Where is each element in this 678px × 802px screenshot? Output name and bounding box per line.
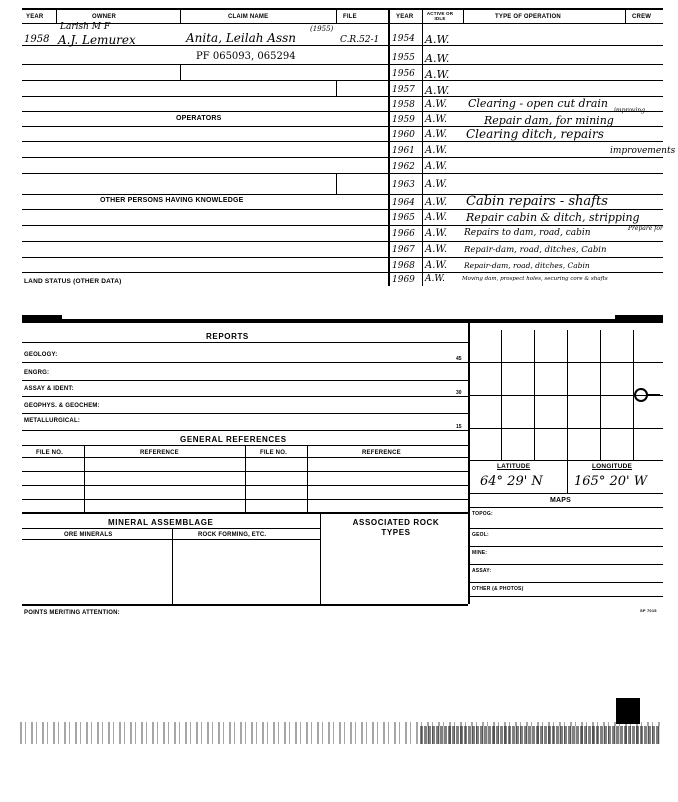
rule-others — [22, 194, 388, 195]
grid-h-1 — [468, 362, 663, 363]
act-op-5: Clearing - open cut drain — [468, 97, 608, 110]
act-op-15: Repair-dam, road, ditches, Cabin — [464, 261, 590, 270]
act-rule-13 — [388, 241, 663, 242]
report-rule-2 — [22, 380, 468, 381]
land-status-label: LAND STATUS (OTHER DATA) — [24, 278, 122, 285]
maps-rule-5 — [468, 596, 663, 597]
report-rule-3 — [22, 396, 468, 397]
act-op-7: Clearing ditch, repairs — [466, 127, 604, 141]
act-year-10: 1963 — [392, 180, 415, 190]
claim-name: Anita, Leilah Assn — [186, 31, 296, 45]
act-year-8: 1961 — [392, 146, 415, 156]
act-year-15: 1968 — [392, 261, 415, 271]
rule-row-5 — [22, 126, 388, 127]
report-geology-num: 45 — [456, 356, 462, 362]
gr-col-rule-3 — [307, 445, 308, 512]
ore-minerals-label: ORE MINERALS — [64, 532, 113, 538]
report-rule-4 — [22, 413, 468, 414]
col-rule-status — [463, 8, 464, 24]
act-rule-8 — [388, 157, 663, 158]
claim-name-year: (1955) — [310, 25, 334, 33]
act-status-8: A.W. — [425, 145, 448, 156]
latlong-top-rule — [468, 460, 663, 461]
gr-col-rule-2 — [245, 445, 246, 512]
act-status-6: A.W. — [425, 114, 448, 125]
act-year-14: 1967 — [392, 245, 415, 255]
act-op-14: Repair-dam, road, ditches, Cabin — [464, 245, 607, 255]
act-op-8: improvements — [610, 146, 676, 156]
header-top-rule — [22, 8, 663, 10]
operators-label: OPERATORS — [176, 115, 222, 122]
act-status-3: A.W. — [425, 68, 450, 81]
act-year-11: 1964 — [392, 198, 415, 208]
rule-land-status — [22, 272, 388, 273]
maps-other: OTHER (& PHOTOS) — [472, 586, 524, 592]
rock-forming-label: ROCK FORMING, ETC. — [198, 532, 267, 538]
claim-owner: A.J. Lemurex — [58, 33, 136, 47]
act-rule-11 — [388, 209, 663, 210]
act-year-7: 1960 — [392, 130, 415, 140]
mineral-title: MINERAL ASSEMBLAGE — [108, 518, 214, 527]
col-rule-activity — [388, 8, 390, 286]
right-panel-rule — [468, 323, 470, 604]
act-rule-12 — [388, 225, 663, 226]
owner-note: Larish M F — [60, 22, 111, 32]
mineral-assoc-rule — [320, 512, 321, 604]
act-status-14: A.W. — [425, 244, 448, 255]
reports-header-rule — [22, 342, 468, 343]
act-status-1: A.W. — [425, 33, 450, 46]
col-rule-year2 — [422, 8, 423, 286]
act-year-13: 1966 — [392, 229, 415, 239]
act-op-11: Cabin repairs - shafts — [466, 194, 608, 209]
maps-mine: MINE: — [472, 550, 488, 556]
grid-h-3 — [468, 428, 663, 429]
act-year-5: 1958 — [392, 100, 415, 110]
header-owner: OWNER — [92, 14, 116, 20]
maps-rule-2 — [468, 546, 663, 547]
gr-bottom-rule — [22, 512, 468, 514]
act-note-13: Prepare for — [628, 225, 663, 232]
act-year-12: 1965 — [392, 213, 415, 223]
header-year: YEAR — [26, 14, 44, 20]
longitude-label: LONGITUDE — [592, 463, 633, 470]
claim-file: C.R.52-1 — [340, 35, 380, 45]
col-rule-small-2 — [336, 80, 337, 96]
latitude-label: LATITUDE — [497, 463, 531, 470]
act-rule-15 — [388, 272, 663, 273]
act-rule-9 — [388, 173, 663, 174]
form-id: SP 7015 — [640, 608, 657, 613]
act-status-9: A.W. — [425, 161, 448, 172]
reports-top-bar — [22, 319, 663, 323]
rule-row-12 — [22, 257, 388, 258]
act-status-7: A.W. — [425, 129, 448, 140]
report-engrg: ENGRG: — [24, 370, 50, 376]
rule-row-7 — [22, 157, 388, 158]
rule-row-6 — [22, 141, 388, 142]
latlong-divider — [567, 460, 568, 493]
report-rule-5 — [22, 430, 468, 431]
col-rule-small-3 — [336, 173, 337, 194]
act-status-15: A.W. — [425, 260, 448, 271]
gr-col-file-1: FILE NO. — [36, 450, 63, 456]
gr-col-ref-1: REFERENCE — [140, 450, 179, 456]
gr-col-ref-2: REFERENCE — [362, 450, 401, 456]
header-type-of-operation: TYPE OF OPERATION — [495, 14, 561, 20]
header-active-or-idle: ACTIVE OR IDLE — [426, 11, 454, 21]
general-references-title: GENERAL REFERENCES — [180, 435, 287, 444]
rule-row-4 — [22, 96, 388, 97]
other-persons-label: OTHER PERSONS HAVING KNOWLEDGE — [100, 197, 244, 204]
scan-dark-block — [616, 698, 640, 724]
act-status-16: A.W. — [425, 274, 445, 284]
rule-row-10 — [22, 225, 388, 226]
act-status-10: A.W. — [425, 179, 448, 190]
maps-assay: ASSAY: — [472, 568, 492, 574]
maps-rule-3 — [468, 564, 663, 565]
act-year-9: 1962 — [392, 162, 415, 172]
col-rule-crew — [625, 8, 626, 24]
maps-header-rule — [468, 507, 663, 508]
maps-geol: GEOL: — [472, 532, 489, 538]
rule-row-11 — [22, 241, 388, 242]
act-status-12: A.W. — [425, 212, 448, 223]
act-note-6: improving — [614, 107, 645, 114]
rule-row-9 — [22, 209, 388, 210]
maps-title: MAPS — [550, 497, 572, 504]
scan-noise-band-2 — [420, 726, 660, 744]
points-meriting-attention: POINTS MERITING ATTENTION: — [24, 610, 120, 616]
reports-top-bar-shadow-right — [615, 315, 663, 319]
rule-row-8 — [22, 173, 388, 174]
report-assay-num: 30 — [456, 390, 462, 396]
latitude-value: 64° 29' N — [480, 474, 543, 489]
header-file: FILE — [343, 14, 357, 20]
header-bottom-rule — [22, 23, 663, 24]
claim-year: 1958 — [24, 34, 50, 45]
act-year-2: 1955 — [392, 53, 415, 63]
act-op-13: Repairs to dam, road, cabin — [464, 228, 591, 238]
mineral-col-rule — [172, 528, 173, 604]
rule-row-3 — [22, 80, 388, 81]
report-assay: ASSAY & IDENT: — [24, 386, 74, 392]
act-status-4: A.W. — [425, 84, 450, 97]
report-geophys: GEOPHYS. & GEOCHEM: — [24, 403, 100, 409]
act-op-16: Moving dam, prospect holes, securing core & shafts — [462, 276, 608, 282]
header-claim-name: CLAIM NAME — [228, 14, 269, 20]
act-year-3: 1956 — [392, 69, 415, 79]
reports-top-bar-shadow — [22, 315, 62, 319]
maps-rule-4 — [468, 582, 663, 583]
act-op-6: Repair dam, for mining — [484, 114, 614, 127]
header-year-2: YEAR — [396, 14, 414, 20]
reports-title: REPORTS — [206, 332, 249, 341]
claim-pf-numbers: PF 065093, 065294 — [196, 51, 296, 62]
longitude-value: 165° 20' W — [574, 474, 648, 489]
act-status-2: A.W. — [425, 52, 450, 65]
gr-col-rule-1 — [84, 445, 85, 512]
report-geology: GEOLOGY: — [24, 352, 58, 358]
col-rule-claim — [336, 8, 337, 24]
act-rule-7 — [388, 141, 663, 142]
col-rule-owner — [180, 8, 181, 24]
act-op-12: Repair cabin & ditch, stripping — [466, 211, 640, 224]
col-rule-small — [180, 64, 181, 80]
mineral-header-rule — [22, 528, 320, 529]
gr-col-file-2: FILE NO. — [260, 450, 287, 456]
mineral-sub-rule — [22, 539, 320, 540]
act-year-4: 1957 — [392, 85, 415, 95]
report-metallurgical: METALLURGICAL: — [24, 418, 81, 424]
act-rule-14 — [388, 257, 663, 258]
report-metallurgical-num: 15 — [456, 424, 462, 430]
act-status-11: A.W. — [425, 197, 448, 208]
associated-rock-types: ASSOCIATED ROCK TYPES — [352, 518, 440, 537]
act-year-1: 1954 — [392, 34, 415, 44]
report-rule-1 — [22, 362, 468, 363]
maps-top-rule — [468, 493, 663, 494]
act-year-16: 1969 — [392, 275, 415, 285]
location-marker-icon — [634, 388, 648, 402]
mineral-bottom-rule — [22, 604, 468, 606]
maps-rule-1 — [468, 528, 663, 529]
location-marker-tail — [646, 394, 660, 395]
act-status-13: A.W. — [425, 228, 448, 239]
maps-topog: TOPOG: — [472, 511, 493, 517]
header-crew: CREW — [632, 14, 652, 20]
act-status-5: A.W. — [425, 99, 448, 110]
col-rule-year — [56, 8, 57, 24]
act-year-6: 1959 — [392, 115, 415, 125]
rule-operators — [22, 111, 388, 112]
rule-row-2 — [22, 64, 388, 65]
